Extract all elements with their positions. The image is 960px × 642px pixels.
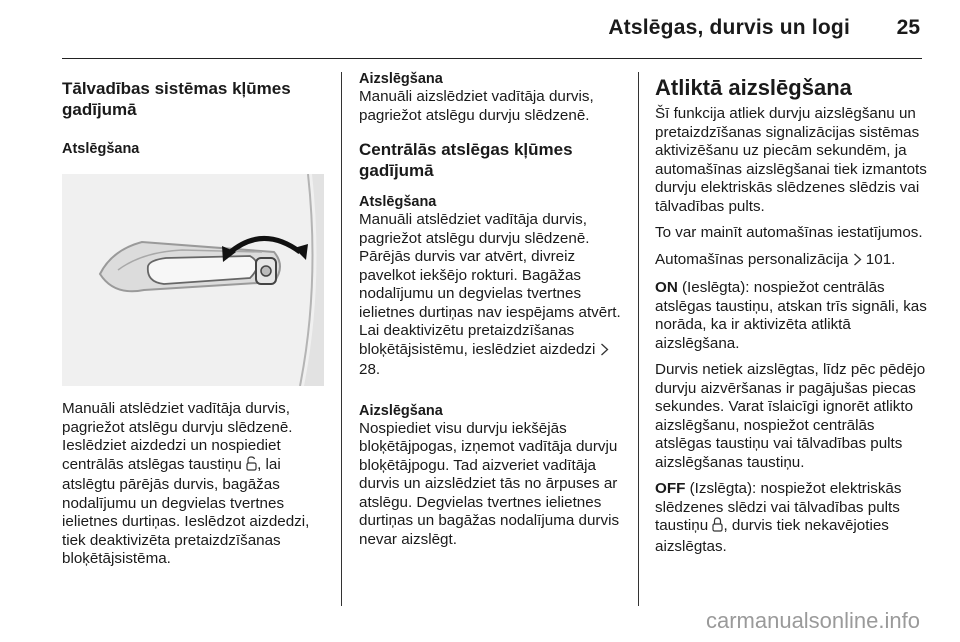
on-label: ON — [655, 279, 678, 296]
header-title: Atslēgas, durvis un logi — [608, 16, 850, 39]
paragraph-text: Manuāli atslēdziet vadītāja durvis, pagriežot atslēgu durvju slēdzenē. Ieslēdziet aizdedzi un nospiediet centrālās atslēgas taustiņu — [62, 400, 293, 473]
section-heading: Atliktā aizslēgšana — [655, 75, 852, 100]
paragraph — [62, 400, 328, 569]
paragraph: Šī funkcija atliek durvju aizslēgšanu un pretaizdzīšanas signalizācijas sistēmas aktivizēšanu uz piecām sekundēm, ja automašīnas aizslēgšanai tiek izmantots durvju elektriskās slēdzenes slēdzis vai tālvadības pults. — [655, 105, 927, 215]
page-ref-arrow-icon — [600, 343, 609, 362]
paragraph — [655, 279, 927, 353]
column-2 — [359, 70, 624, 557]
page-number: 25 — [896, 16, 920, 39]
section-heading: Centrālās atslēgas kļūmes gadījumā — [359, 140, 573, 180]
lock-icon — [712, 517, 723, 538]
section-heading: Tālvadības sistēmas kļūmes gadījumā — [62, 79, 291, 119]
watermark: carmanualsonline.info — [705, 608, 920, 633]
paragraph: Manuāli aizslēdziet vadītāja durvis, pagriežot atslēgu durvju slēdzenē. — [359, 88, 594, 124]
column-divider — [341, 72, 342, 606]
off-label: OFF — [655, 480, 686, 497]
header-rule — [62, 58, 922, 59]
paragraph: To var mainīt automašīnas iestatījumos. — [655, 224, 923, 241]
column-3 — [655, 70, 927, 564]
subheading: Atslēgšana — [62, 141, 140, 157]
paragraph — [655, 480, 927, 556]
page-ref-arrow-icon — [853, 253, 862, 272]
page-reference[interactable]: 101. — [865, 250, 896, 268]
door-handle-drawing — [62, 174, 324, 386]
column-1 — [62, 70, 328, 577]
paragraph — [359, 211, 624, 380]
paragraph-text: Automašīnas personalizācija — [655, 250, 849, 268]
column-divider — [638, 72, 639, 606]
unlock-icon — [246, 456, 257, 477]
subheading: Aizslēgšana — [359, 71, 443, 87]
page-reference[interactable]: 28. — [359, 361, 381, 378]
paragraph-text: Manuāli atslēdziet vadītāja durvis, pagriežot atslēgu durvju slēdzenē. Pārējās durvis var atvērt, divreiz pavelkot iekšējo rokturi. Bagāžas nodalījumu un degvielas tvertnes ielietnes durtiņas nav iespējams atvērt. Lai deaktivizētu pretaizdzīšanas bloķētājsistēmu, ieslēdziet aizdedzi — [359, 211, 621, 358]
paragraph-text: , lai atslēgtu pārējās durvis, bagāžas nodalījumu un degvielas tvertnes ielietnes durtiņas. Ieslēdzot aizdedzi, tiek deaktivizēta pretaizdzīšanas bloķētājsistēma. — [62, 455, 310, 567]
subheading: Atslēgšana — [359, 194, 437, 210]
paragraph — [655, 251, 927, 272]
paragraph-text: (Izslēgta): nospiežot elektriskās slēdzenes slēdzi vai tālvadības pults taustiņu — [655, 480, 902, 534]
paragraph: Nospiediet visu durvju iekšējās bloķētājpogas, izņemot vadītāja durvju bloķētājpogu. Tad aizveriet vadītāja durvis un aizslēdziet tās no ārpuses ar atslēgu. Degvielas tvertnes ielietnes durtiņas un bagāžas nodalījuma durvis nevar aizslēgt. — [359, 419, 620, 548]
paragraph-text: , durvis tiek nekavējoties aizslēgtas. — [655, 517, 889, 555]
subheading: Aizslēgšana — [359, 402, 443, 419]
door-handle-illustration — [62, 174, 324, 386]
paragraph-text: (Ieslēgta): nospiežot centrālās atslēgas taustiņu, atskan trīs signāli, kas norāda, ka ir aktivizēta atliktā aizslēgšana. — [655, 279, 927, 352]
paragraph: Durvis netiek aizslēgtas, līdz pēc pēdējo durvju aizvēršanas ir pagājušas piecas sekundes. Varat īslaicīgi ignorēt atlikto aizslēgšanu, nospiežot centrālās atslēgas taustiņu vai tālvadības pults aizslēgšanas taustiņu. — [655, 361, 926, 471]
